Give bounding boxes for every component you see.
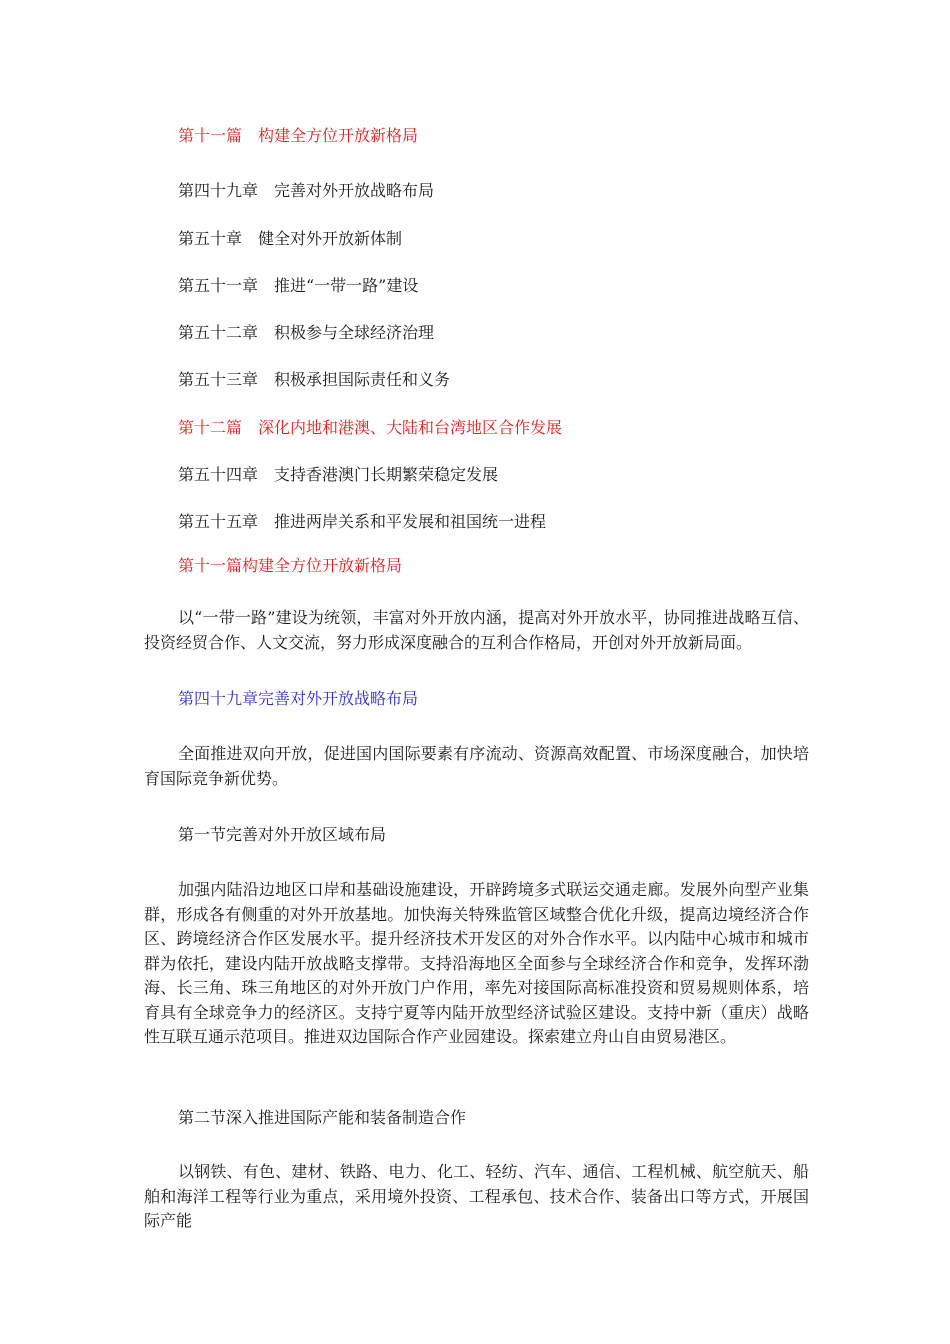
section-1-paragraph: 加强内陆沿边地区口岸和基础设施建设，开辟跨境多式联运交通走廊。发展外向型产业集群，形成各有侧重的对外开放基地。加快海关特殊监管区域整合优化升级，提高边境经济合作区、跨境经济合作区发展水平。提升经济技术开发区的对外合作水平。以内陆中心城市和城市群为依托，建设内陆开放战略支撑带。支持沿海地区全面参与全球经济合作和竞争，发挥环渤海、长三角、珠三角地区的对外开放门户作用，率先对接国际高标准投资和贸易规则体系，培育具有全球竞争力的经济区。支持宁夏等内陆开放型经济试验区建设。支持中新（重庆）战略性互联互通示范项目。推进双边国际合作产业园建设。探索建立舟山自由贸易港区。 <box>144 880 809 1046</box>
toc-chapter-53: 第五十三章 积极承担国际责任和义务 <box>178 370 451 389</box>
section-2-paragraph: 以钢铁、有色、建材、铁路、电力、化工、轻纺、汽车、通信、工程机械、航空航天、船舶和海洋工程等行业为重点，采用境外投资、工程承包、技术合作、装备出口等方式，开展国际产能 <box>144 1162 809 1230</box>
toc-chapter-49: 第四十九章 完善对外开放战略布局 <box>178 181 435 200</box>
toc-part-12: 第十二篇 深化内地和港澳、大陆和台湾地区合作发展 <box>178 418 563 437</box>
section-2-heading: 第二节深入推进国际产能和装备制造合作 <box>178 1108 467 1127</box>
toc-part-11: 第十一篇 构建全方位开放新格局 <box>178 126 419 145</box>
part-11-heading: 第十一篇构建全方位开放新格局 <box>178 556 403 575</box>
toc-chapter-52: 第五十二章 积极参与全球经济治理 <box>178 323 435 342</box>
toc-chapter-55: 第五十五章 推进两岸关系和平发展和祖国统一进程 <box>178 512 547 531</box>
toc-chapter-54: 第五十四章 支持香港澳门长期繁荣稳定发展 <box>178 465 499 484</box>
chapter-49-intro-paragraph: 全面推进双向开放，促进国内国际要素有序流动、资源高效配置、市场深度融合，加快培育国际竞争新优势。 <box>144 744 809 788</box>
part-11-intro-paragraph: 以“一带一路”建设为统领，丰富对外开放内涵，提高对外开放水平，协同推进战略互信、投资经贸合作、人文交流，努力形成深度融合的互利合作格局，开创对外开放新局面。 <box>144 608 809 652</box>
section-1-heading: 第一节完善对外开放区域布局 <box>178 825 387 844</box>
chapter-49-heading: 第四十九章完善对外开放战略布局 <box>178 689 419 708</box>
toc-chapter-50: 第五十章 健全对外开放新体制 <box>178 229 403 248</box>
toc-chapter-51: 第五十一章 推进“一带一路”建设 <box>178 276 419 295</box>
